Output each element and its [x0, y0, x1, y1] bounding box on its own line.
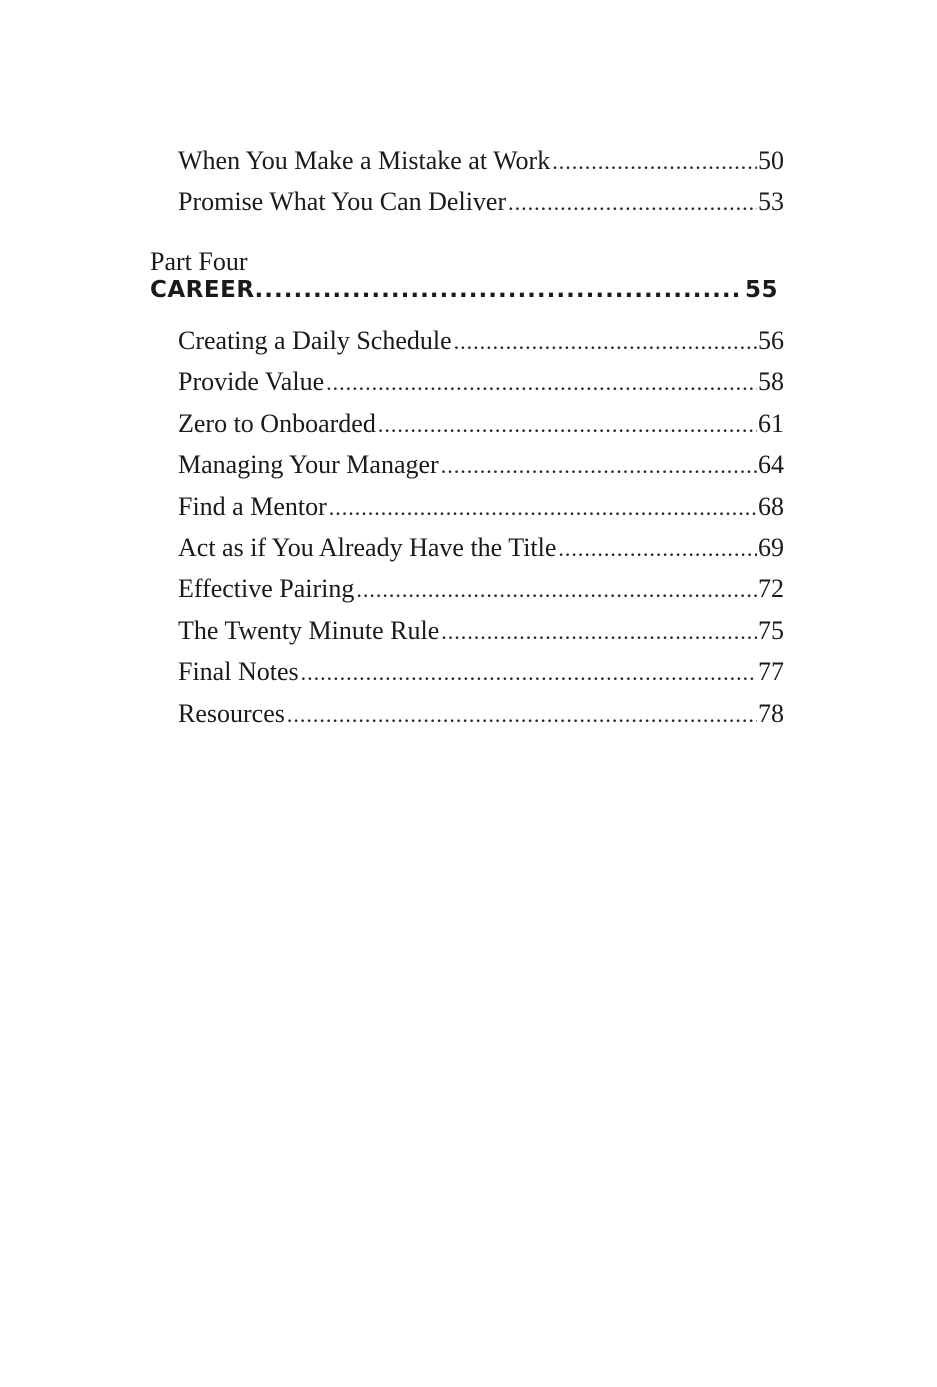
toc-section-career [178, 320, 784, 734]
toc-entry-page: 53 [758, 187, 784, 217]
toc-entry-page: 68 [758, 491, 784, 521]
toc-entry[interactable] [178, 444, 784, 485]
toc-entry-title: Final Notes [178, 657, 299, 687]
part-label: Part Four [150, 247, 248, 276]
toc-entry[interactable] [178, 181, 784, 222]
part-heading[interactable] [150, 274, 778, 306]
dot-leader [378, 404, 757, 444]
toc-entry-page: 78 [758, 698, 784, 728]
part-heading-page: 55 [744, 277, 778, 303]
toc-entry-title: Promise What You Can Deliver [178, 187, 507, 217]
toc-entry-page: 69 [758, 532, 784, 562]
toc-entry-page: 61 [758, 408, 784, 438]
toc-entry[interactable] [178, 651, 784, 692]
dot-leader [287, 694, 757, 734]
toc-entry[interactable] [178, 610, 784, 651]
toc-entry[interactable] [178, 361, 784, 402]
toc-entry-title: Act as if You Already Have the Title [178, 532, 557, 562]
dot-leader [441, 611, 757, 651]
toc-entry-page: 72 [758, 574, 784, 604]
toc-entry[interactable] [178, 693, 784, 734]
dot-leader [329, 487, 757, 527]
toc-entry[interactable] [178, 568, 784, 609]
toc-entry-title: Find a Mentor [178, 491, 327, 521]
dot-leader [356, 569, 757, 609]
toc-entry-title: Managing Your Manager [178, 450, 439, 480]
dot-leader [454, 321, 757, 361]
toc-entry-title: When You Make a Mistake at Work [178, 146, 551, 175]
toc-entry-title: Resources [178, 698, 285, 728]
toc-entry-title: Creating a Daily Schedule [178, 326, 452, 355]
toc-entry[interactable] [178, 527, 784, 568]
toc-entry-title: Effective Pairing [178, 574, 355, 604]
dot-leader [301, 652, 757, 692]
toc-entry[interactable] [178, 320, 784, 361]
toc-section-part-three-tail [178, 140, 784, 223]
toc-entry-title: The Twenty Minute Rule [178, 615, 440, 645]
dot-leader [508, 182, 757, 222]
toc-entry[interactable] [178, 486, 784, 527]
dot-leader [558, 528, 757, 568]
toc-entry-page: 56 [758, 326, 784, 355]
toc-entry-page: 75 [758, 615, 784, 645]
dot-leader [326, 362, 757, 402]
toc-entry-page: 58 [758, 367, 784, 397]
part-heading-title: CAREER [150, 277, 255, 303]
toc-entry-page: 50 [758, 146, 784, 175]
toc-entry[interactable] [178, 403, 784, 444]
toc-entry-page: 77 [758, 657, 784, 687]
toc-entry-page: 64 [758, 450, 784, 480]
dot-leader [255, 274, 739, 306]
toc-entry-title: Zero to Onboarded [178, 408, 376, 438]
toc-entry-title: Provide Value [178, 367, 325, 397]
toc-entry[interactable] [178, 140, 784, 181]
dot-leader [552, 141, 757, 181]
dot-leader [441, 445, 757, 485]
